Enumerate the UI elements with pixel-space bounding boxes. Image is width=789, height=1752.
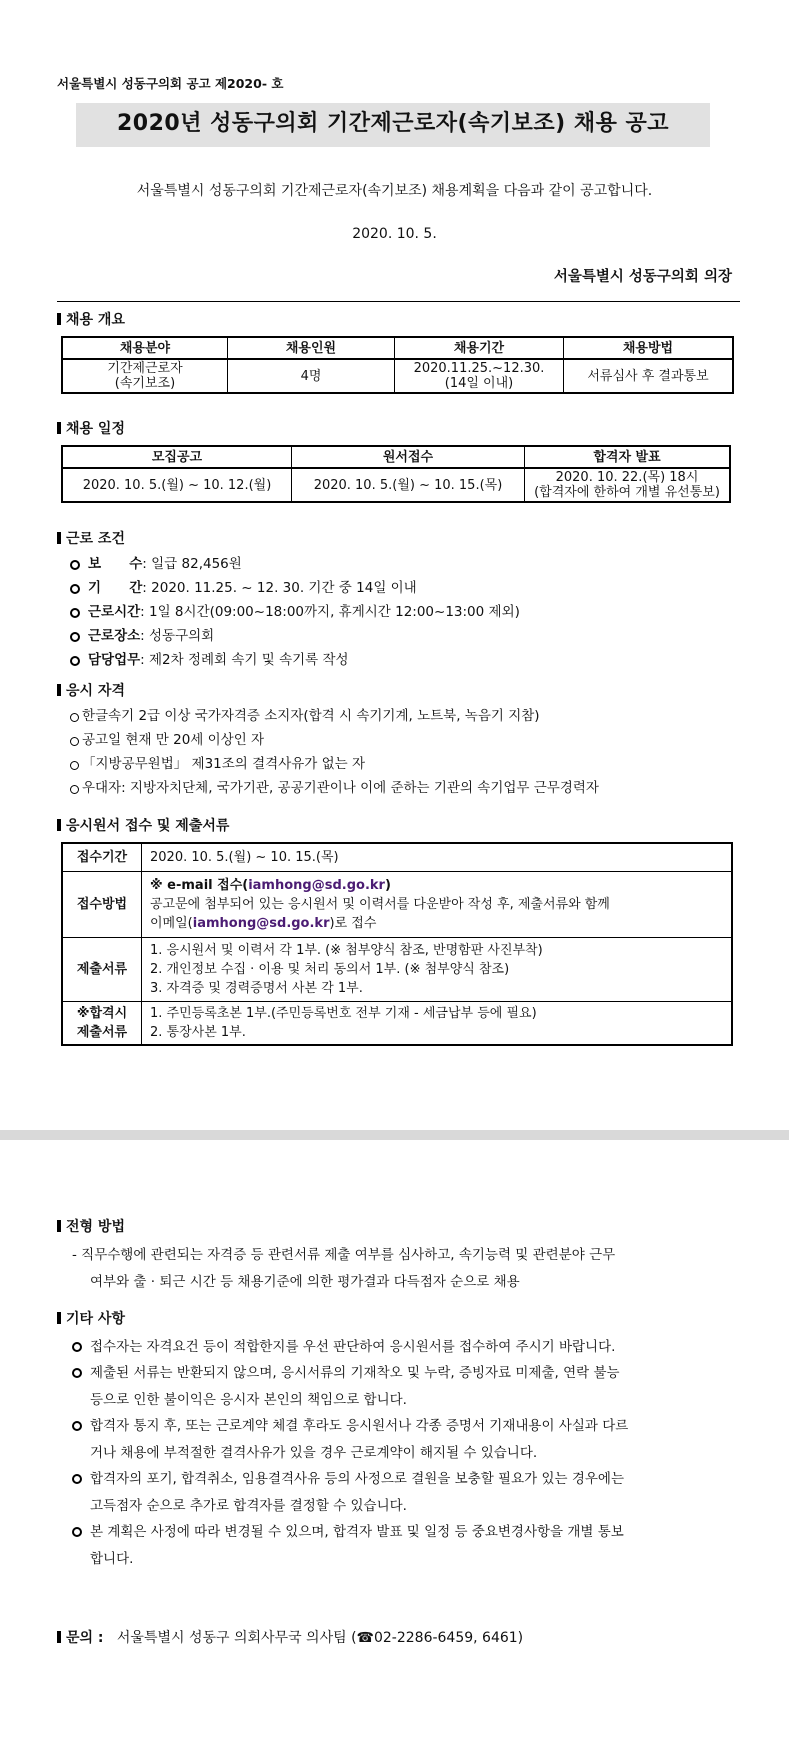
section-overview-heading: 채용 개요: [57, 309, 125, 329]
page-title: 2020년 성동구의회 기간제근로자(속기보조) 채용 공고: [116, 111, 670, 136]
qualification-item: 「지방공무원법」 제31조의 결격사유가 없는 자: [70, 752, 365, 772]
circle-bullet-icon: [72, 1527, 82, 1537]
label-method: 접수방법: [62, 871, 142, 937]
divider: [57, 301, 740, 302]
section-application-heading: 응시원서 접수 및 제출서류: [57, 815, 229, 835]
section-selection-heading: 전형 방법: [57, 1216, 125, 1236]
condition-duty: 담당업무: 제2차 정례회 속기 및 속기록 작성: [70, 648, 349, 668]
header-field: 채용분야: [62, 337, 228, 359]
circle-bullet-icon: [72, 1342, 82, 1352]
schedule-table: [61, 445, 731, 503]
section-qualification-heading: 응시 자격: [57, 680, 125, 700]
other-item: 합격자의 포기, 합격취소, 임용결격사유 등의 사정으로 결원을 보충할 필요가 있는 경우에는 고득점자 순으로 추가로 합격자를 결정할 수 있습니다.: [90, 1466, 740, 1520]
circle-bullet-icon: [72, 1474, 82, 1484]
other-item: 제출된 서류는 반환되지 않으며, 응시서류의 기재착오 및 누락, 증빙자료 미제출, 연락 불능 등으로 인한 불이익은 응시자 본인의 책임으로 합니다.: [90, 1360, 740, 1414]
header-period: 채용기간: [395, 337, 564, 359]
cell-period: 2020.11.25.~12.30. (14일 이내): [395, 359, 564, 393]
header-method: 채용방법: [564, 337, 734, 359]
circle-bullet-icon: [70, 632, 80, 642]
circle-bullet-icon: [70, 560, 80, 570]
overview-table: [61, 336, 734, 394]
section-conditions-heading: 근로 조건: [57, 528, 125, 548]
value-documents: 1. 응시원서 및 이력서 각 1부. (※ 첨부양식 참조, 반명함판 사진부착) 2. 개인정보 수집 · 이용 및 처리 동의서 1부. (※ 첨부양식 참조) 3. 자격증 및 경력증명서 사본 각 1부.: [142, 937, 733, 1001]
label-documents: 제출서류: [62, 937, 142, 1001]
circle-bullet-icon: [70, 656, 80, 666]
signer: 서울특별시 성동구의회 의장: [553, 269, 732, 285]
circle-bullet-icon: [70, 584, 80, 594]
circle-bullet-icon: [70, 713, 79, 722]
application-table: [61, 842, 733, 1046]
email-link[interactable]: iamhong@sd.go.kr: [248, 877, 385, 893]
email-link[interactable]: iamhong@sd.go.kr: [192, 915, 330, 931]
notice-date: 2020. 10. 5.: [352, 226, 437, 242]
section-others-heading: 기타 사항: [57, 1308, 125, 1328]
cell-announce: 2020. 10. 22.(목) 18시 (합격자에 한하여 개별 유선통보): [525, 468, 731, 502]
cell-apply-period: 2020. 10. 5.(월) ~ 10. 15.(목): [292, 468, 525, 502]
condition-place: 근로장소: 성동구의회: [70, 624, 214, 644]
qualification-item: 우대자: 지방자치단체, 국가기관, 공공기관이나 이에 준하는 기관의 속기업무 근무경력자: [70, 776, 599, 796]
circle-bullet-icon: [70, 785, 79, 794]
cell-method: 서류심사 후 결과통보: [564, 359, 734, 393]
cell-field: 기간제근로자 (속기보조): [62, 359, 228, 393]
page-separator: [0, 1130, 789, 1140]
contact-info: 문의 : 서울특별시 성동구 의회사무국 의사팀 (☎02-2286-6459, 6461): [57, 1627, 523, 1647]
circle-bullet-icon: [70, 761, 79, 770]
intro-text: 서울특별시 성동구의회 기간제근로자(속기보조) 채용계획을 다음과 같이 공고합니다.: [136, 183, 653, 199]
circle-bullet-icon: [72, 1421, 82, 1431]
condition-hours: 근로시간: 1일 8시간(09:00~18:00까지, 휴게시간 12:00~13:00 제외): [70, 600, 520, 620]
label-period: 접수기간: [62, 843, 142, 871]
header-count: 채용인원: [228, 337, 395, 359]
header-apply: 원서접수: [292, 446, 525, 468]
value-method: ※ e-mail 접수(iamhong@sd.go.kr) 공고문에 첨부되어 있는 응시원서 및 이력서를 다운받아 작성 후, 제출서류와 함께 이메일(iamhong@sd.go.kr)로 접수: [142, 871, 733, 937]
header-announce: 합격자 발표: [525, 446, 731, 468]
qualification-item: 한글속기 2급 이상 국가자격증 소지자(합격 시 속기기계, 노트북, 녹음기 지참): [70, 704, 540, 724]
value-pass-documents: 1. 주민등록초본 1부.(주민등록번호 전부 기재 - 세금납부 등에 필요) 2. 통장사본 1부.: [142, 1001, 733, 1045]
label-pass-documents: ※합격시 제출서류: [62, 1001, 142, 1045]
other-item: 접수자는 자격요건 등이 적합한지를 우선 판단하여 응시원서를 접수하여 주시기 바랍니다.: [90, 1334, 740, 1361]
section-schedule-heading: 채용 일정: [57, 418, 125, 438]
qualification-item: 공고일 현재 만 20세 이상인 자: [70, 728, 264, 748]
circle-bullet-icon: [70, 608, 80, 618]
condition-pay: 보 수: 일급 82,456원: [70, 552, 242, 572]
other-item: 합격자 통지 후, 또는 근로계약 체결 후라도 응시원서나 각종 증명서 기재내용이 사실과 다르 거나 채용에 부적절한 결격사유가 있을 경우 근로계약이 해지될 수 있습니다.: [90, 1413, 740, 1467]
selection-text: - 직무수행에 관련되는 자격증 등 관련서류 제출 여부를 심사하고, 속기능력 및 관련분야 근무 여부와 출 · 퇴근 시간 등 채용기준에 의한 평가결과 다득점자 순으로 채용: [72, 1247, 616, 1290]
circle-bullet-icon: [72, 1368, 82, 1378]
other-item: 본 계획은 사정에 따라 변경될 수 있으며, 합격자 발표 및 일정 등 중요변경사항을 개별 통보 합니다.: [90, 1519, 740, 1573]
header-notice: 모집공고: [62, 446, 292, 468]
notice-number: 서울특별시 성동구의회 공고 제2020- 호: [57, 76, 284, 91]
condition-period: 기 간: 2020. 11.25. ~ 12. 30. 기간 중 14일 이내: [70, 576, 417, 596]
circle-bullet-icon: [70, 737, 79, 746]
cell-notice-period: 2020. 10. 5.(월) ~ 10. 12.(월): [62, 468, 292, 502]
value-period: 2020. 10. 5.(월) ~ 10. 15.(목): [142, 843, 733, 871]
cell-count: 4명: [228, 359, 395, 393]
